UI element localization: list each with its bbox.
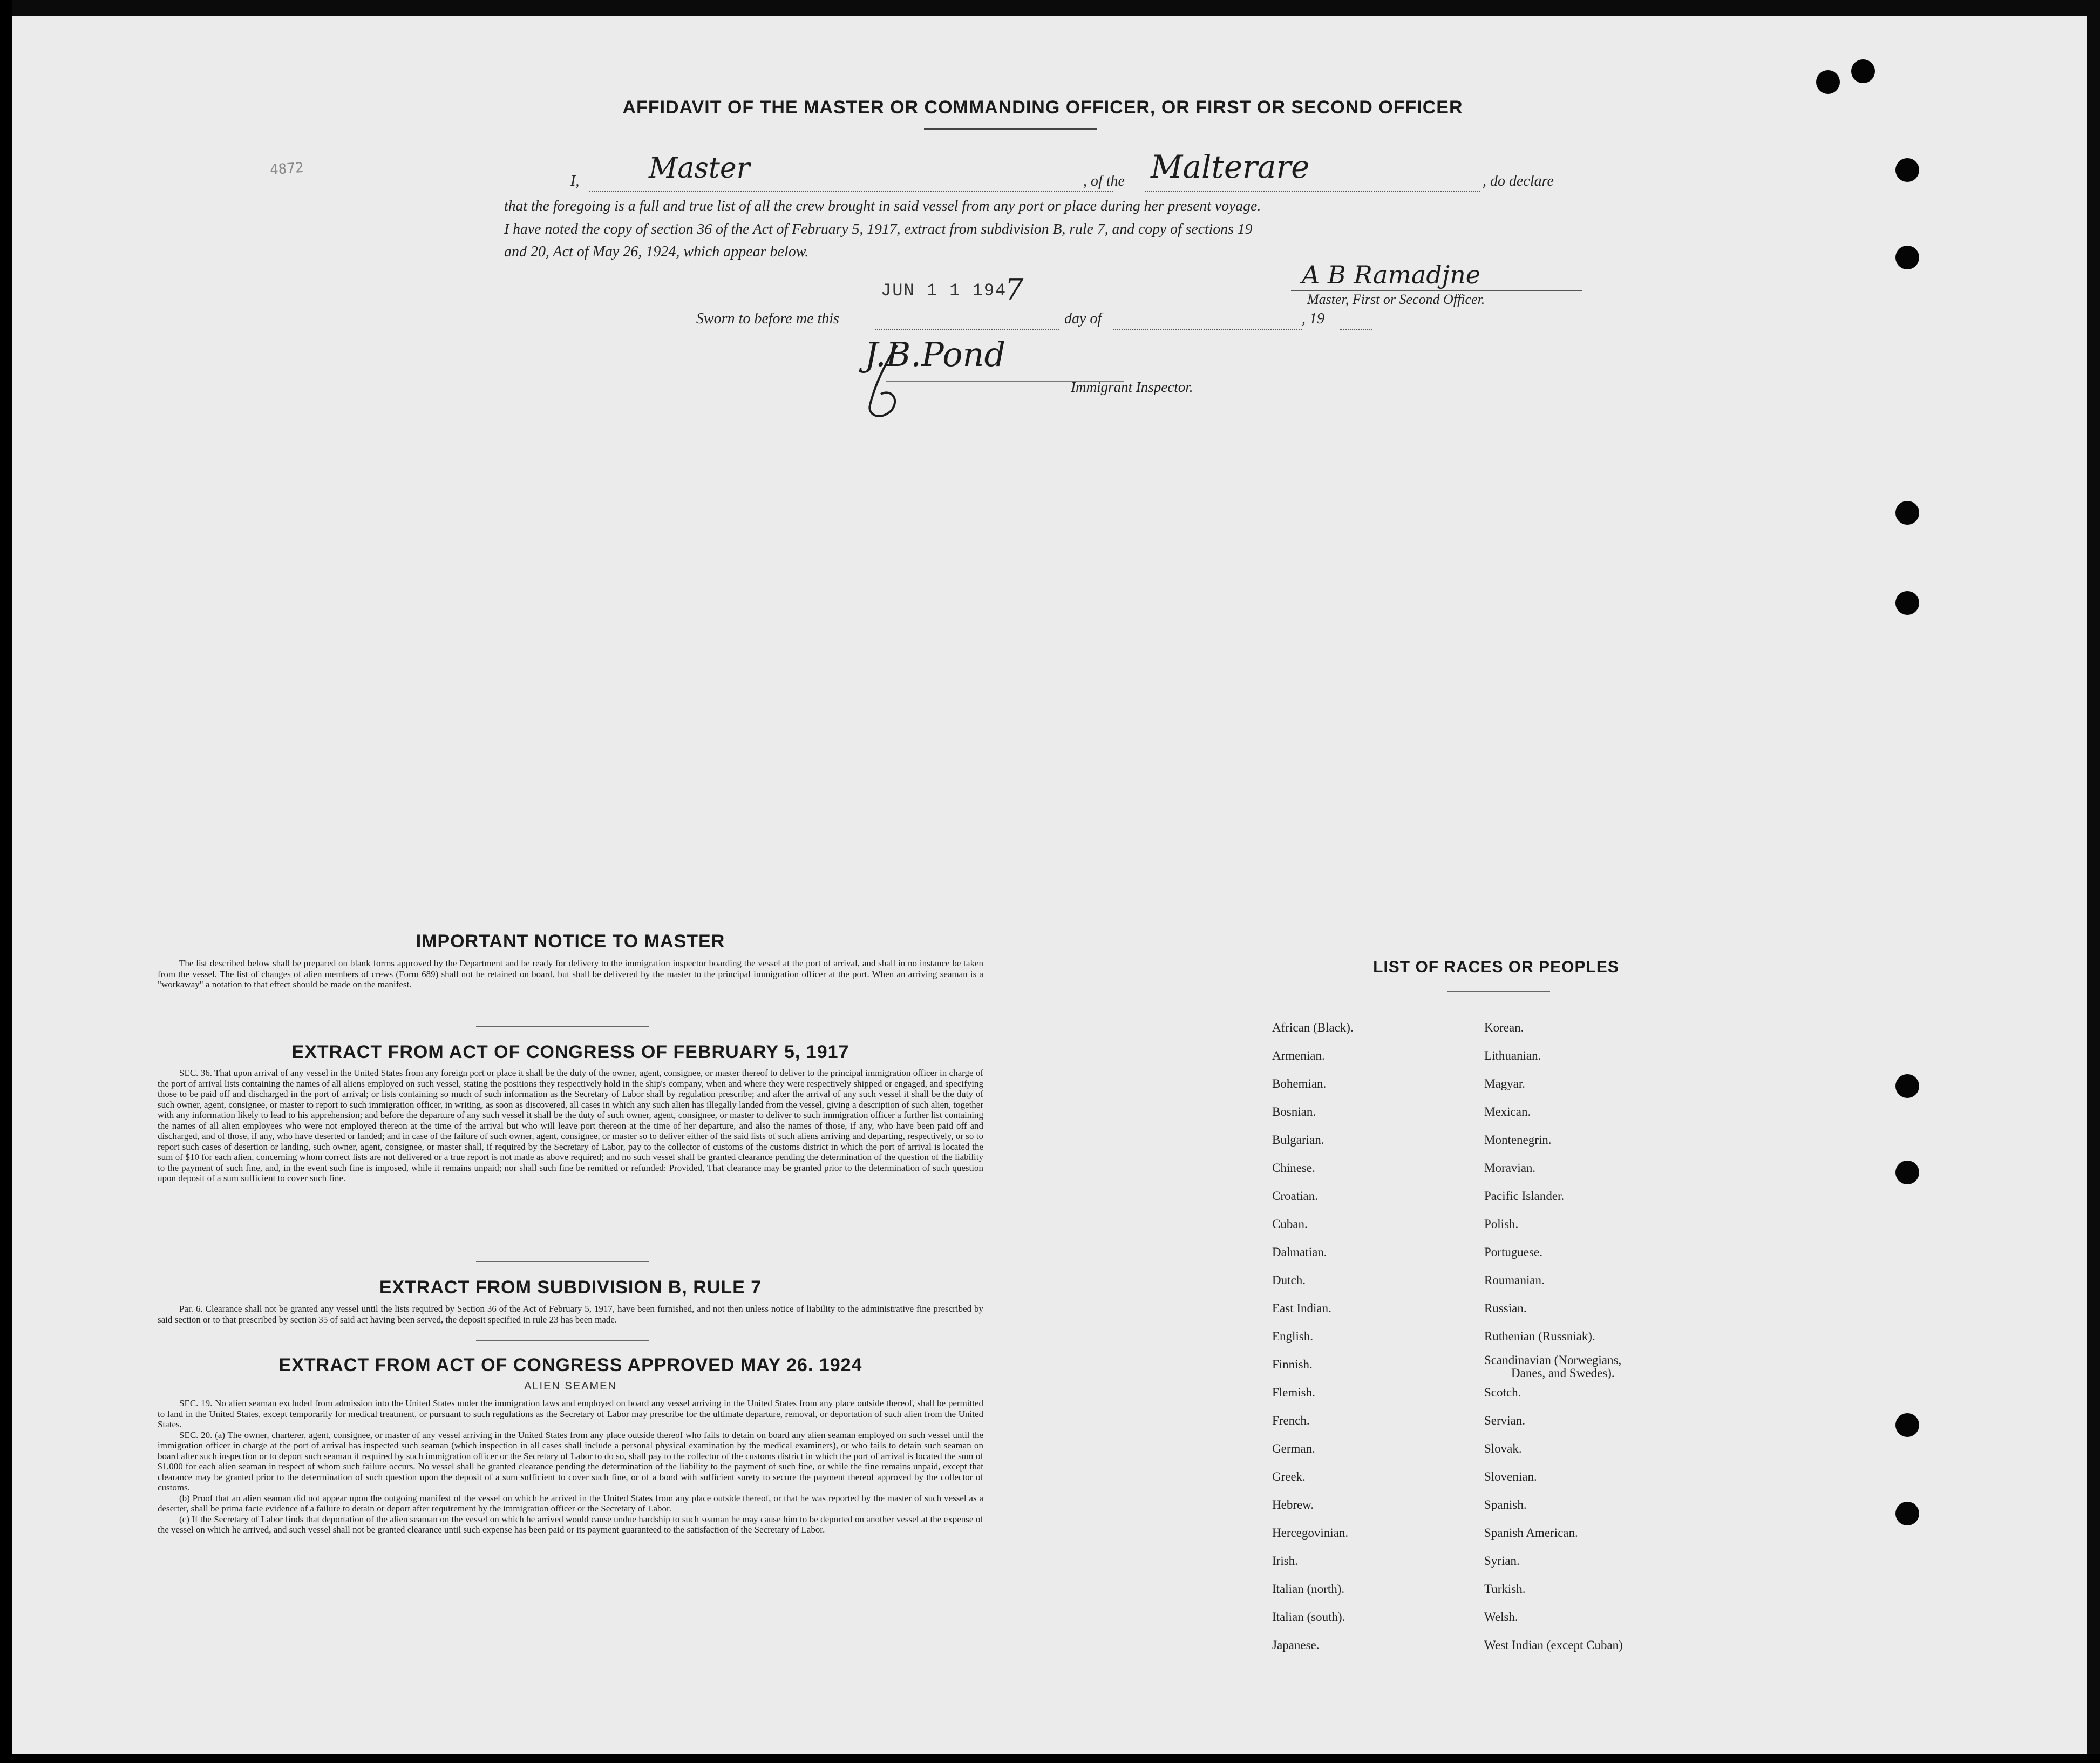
race-item: Finnish. [1272,1358,1313,1371]
scan-border-left [0,0,12,1763]
notice-text: The list described below shall be prepared on blank forms approved by the Department and be ready for delivery to the immigration inspector boarding the vessel at the port of arrival, and shall in no instance be taken from the vessel. The list of changes of alien members of crews (Form 689) shall not be retained on board, but shall be delivered by the master to the principal immigration officer at the port. When an arriving seaman is a "workaway" a notation to that effect should be made on the manifest. [158,958,983,989]
races-left-column [1272,1014,1354,1659]
race-item: Ruthenian (Russniak). [1484,1330,1595,1343]
race-item: Slovenian. [1484,1470,1537,1483]
race-item: Korean. [1484,1021,1524,1034]
officer-signature: A B Ramadjne [1302,260,1480,289]
races-title: LIST OF RACES OR PEOPLES [1373,958,1619,976]
race-item: Irish. [1272,1554,1298,1568]
affidavit-of-the: , of the [1083,173,1125,189]
handwritten-rank: Master [649,152,750,185]
rule-1 [476,1026,649,1027]
inspector-caption: Immigrant Inspector. [1071,379,1193,395]
punch-hole [1895,246,1919,269]
race-item: Turkish. [1484,1582,1526,1596]
race-item: Welsh. [1484,1610,1518,1624]
punch-hole [1895,501,1919,525]
rule-3 [476,1340,649,1341]
affidavit-line-3: I have noted the copy of section 36 of the Act of February 5, 1917, extract from subdivision B, rule 7, and copy of sections 19 [504,220,1253,237]
extract-1917-text: SEC. 36. That upon arrival of any vessel in the United States from any foreign port or place it shall be the duty of the owner, agent, consignee, or master thereof to deliver to the principal immigration officer in charge of the port of arrival lists containing the names of all aliens employed on such vessel, stating the positions they respectively hold in the ship's company, when and where they were respectively shipped or engaged, and specifying those to be paid off and discharged in the port of arrival; or lists containing so much of such information as the Secretary of Labor shall by regulation prescribe; and after the arrival of any such vessel it shall be the duty of such owner, agent, consignee, or master to report to such immigration officer, in writing, as soon as discovered, all cases in which any such alien has illegally landed from the vessel, giving a description of such alien, together with any information likely to lead to his apprehension; and before the departure of any such vessel it shall be the duty of such owner, agent, consignee, or master to deliver to such immigration officer a further list containing the names of all alien employees who were not employed thereon at the time of the arrival but who will leave port thereon at the time of her departure, and also the names of those, if any, who have been paid off and discharged, and of those, if any, who have deserted or landed; and in case of the failure of such owner, agent, consignee, or master so to deliver either of the said lists of such aliens arriving and departing, respectively, or so to report such cases of desertion or landing, such owner, agent, consignee, or master shall, if required by the Secretary of Labor, pay to the collector of customs of the customs district in which the port of arrival is located the sum of $10 for each alien, concerning whom correct lists are not delivered or a true report is not made as above required; and no such vessel shall be granted clearance pending the determination of the question of the liability to the payment of such fine, and, in the event such fine is imposed, while it remains unpaid; nor shall such fine be remitted or refunded: Provided, That clearance may be granted prior to the determination of such question upon deposit of a sum sufficient to cover such fine. [158,1068,983,1183]
vessel-blank [1145,190,1480,192]
race-item: Armenian. [1272,1049,1325,1062]
race-item: Roumanian. [1484,1273,1545,1287]
rule-2 [476,1261,649,1262]
race-item: Bosnian. [1272,1105,1316,1118]
race-item: German. [1272,1442,1315,1455]
punch-hole [1816,70,1840,94]
race-item: Lithuanian. [1484,1049,1541,1062]
race-item-line: Danes, and Swedes). [1511,1366,1615,1380]
race-item: Greek. [1272,1470,1306,1483]
race-item: Spanish American. [1484,1526,1578,1540]
punch-hole [1895,1413,1919,1437]
race-item: Flemish. [1272,1386,1315,1399]
race-item: Japanese. [1272,1638,1320,1652]
handwritten-year-digit: 7 [1005,273,1024,307]
race-item: Mexican. [1484,1105,1531,1118]
race-item: Slovak. [1484,1442,1522,1455]
race-item: Pacific Islander. [1484,1189,1565,1203]
race-item-line: Scandinavian (Norwegians, [1484,1353,1622,1367]
race-item: Montenegrin. [1484,1133,1552,1147]
race-item: Spanish. [1484,1498,1527,1511]
race-item: Cuban. [1272,1217,1308,1231]
title-rule [924,128,1097,130]
race-item: Magyar. [1484,1077,1526,1090]
punch-hole [1895,158,1919,182]
race-item: Italian (south). [1272,1610,1345,1624]
race-item: Dutch. [1272,1273,1306,1287]
race-item: Hebrew. [1272,1498,1314,1511]
officer-caption: Master, First or Second Officer. [1307,291,1485,307]
punch-hole [1851,59,1875,83]
race-item: English. [1272,1330,1314,1343]
document-page [12,16,2087,1754]
alien-seamen-subheading: ALIEN SEAMEN [524,1380,617,1392]
race-item: Syrian. [1484,1554,1520,1568]
race-item: Croatian. [1272,1189,1318,1203]
race-item: East Indian. [1272,1301,1331,1315]
affidavit-i: I, [570,173,580,189]
race-item: French. [1272,1414,1310,1427]
scan-border-bottom [0,1754,2100,1763]
race-item: West Indian (except Cuban) [1484,1638,1623,1652]
race-item: Russian. [1484,1301,1527,1315]
race-item: Bulgarian. [1272,1133,1324,1147]
punch-hole [1895,1074,1919,1098]
affidavit-declare: , do declare [1483,173,1554,189]
race-item: Servian. [1484,1414,1526,1427]
punch-hole [1895,1502,1919,1525]
inspector-signature-flourish [854,340,951,426]
race-item: Moravian. [1484,1161,1536,1175]
race-item-multiline [1484,1351,1623,1379]
extract-1917-heading: EXTRACT FROM ACT OF CONGRESS OF FEBRUARY 5, 1917 [291,1042,849,1062]
race-item: Scotch. [1484,1386,1521,1399]
inspector-signature: J.B.Pond [865,335,1006,374]
race-item: Italian (north). [1272,1582,1345,1596]
affidavit-line-4: and 20, Act of May 26, 1924, which appear below. [504,243,809,260]
sworn-blank-2 [1113,328,1302,330]
punch-hole [1895,1161,1919,1184]
punch-hole [1895,591,1919,615]
race-item: Bohemian. [1272,1077,1327,1090]
sworn-text: Sworn to before me this [696,310,839,327]
extract-1924-text: SEC. 19. No alien seaman excluded from admission into the United States under the immigration laws and employed on board any vessel arriving in the United States from any place outside thereof, shall be permitted to land in the United States, except temporarily for medical treatment, or pursuant to such regulations as the Secretary of Labor may prescribe for the ultimate departure, removal, or deportation of such alien from the United States. SEC. 20. (a) The owner, charterer, agent, consignee, or master of any vessel arriving in the United States from any place outside thereof who fails to detain on board any alien seaman employed on such vessel until the immigration officer in charge at the port of arrival has inspected such seaman (which inspection in all cases shall include a personal physical examination by the medical examiners), or who fails to detain such seaman on board after such inspection or to deport such seaman if required by such immigration officer or the Secretary of Labor to do so, shall pay to the collector of the customs district in which the port of arrival is located the sum of $1,000 for each alien seaman in respect of whom such failure occurs. No vessel shall be granted clearance pending the determination of the liability to the payment of such fine, or while the fine remains unpaid, except that clearance may be granted prior to the determination of such question upon the deposit of a sum sufficient to cover such fine, or of a bond with sufficient surety to secure the payment thereof approved by the collector of customs. (b) Proof that an alien seaman did not appear upon the outgoing manifest of the vessel on which he arrived in the United States from any place outside thereof, or that he was reported by the master of such vessel as a deserter, shall be prima facie evidence of a failure to detain or deport after requirement by the immigration officer or the Secretary of Labor. (c) If the Secretary of Labor finds that deportation of the alien seaman on the vessel on which he arrived would cause undue hardship to such seaman he may cause him to be deported on another vessel at the expense of the vessel on which he arrived, and such vessel shall not be granted clearance until such expense has been paid or its payment guaranteed to the satisfaction of the Secretary of Labor. [158,1398,983,1535]
race-item: Portuguese. [1484,1245,1542,1259]
day-of: day of [1064,310,1102,327]
rank-blank [589,190,1113,192]
margin-mark: 4872 [269,159,304,179]
races-title-rule [1447,991,1550,992]
race-item: African (Black). [1272,1021,1354,1034]
race-item: Hercegovinian. [1272,1526,1349,1540]
affidavit-line-2: that the foregoing is a full and true list of all the crew brought in said vessel from any port or place during her present voyage. [504,197,1261,214]
affidavit-title: AFFIDAVIT OF THE MASTER OR COMMANDING OFFICER, OR FIRST OR SECOND OFFICER [622,97,1463,118]
extract-1924-heading: EXTRACT FROM ACT OF CONGRESS APPROVED MAY 26. 1924 [278,1355,862,1375]
notice-heading: IMPORTANT NOTICE TO MASTER [416,931,725,952]
handwritten-vessel: Malterare [1151,148,1310,185]
sworn-blank-3 [1340,328,1372,330]
rule7-heading: EXTRACT FROM SUBDIVISION B, RULE 7 [379,1277,762,1298]
year-prefix: , 19 [1302,310,1324,327]
date-stamp: JUN 1 1 194 [881,281,1007,301]
race-item: Dalmatian. [1272,1245,1327,1259]
sworn-blank-1 [875,328,1059,330]
rule7-text: Par. 6. Clearance shall not be granted any vessel until the lists required by Section 36 of the Act of February 5, 1917, have been furnished, and not then unless notice of liability to the administrative fine prescribed by said section or to that prescribed by section 35 of said act having been served, the deposit specified in rule 23 has been made. [158,1304,983,1325]
races-right-column [1484,1014,1623,1659]
race-item: Polish. [1484,1217,1519,1231]
race-item: Chinese. [1272,1161,1315,1175]
